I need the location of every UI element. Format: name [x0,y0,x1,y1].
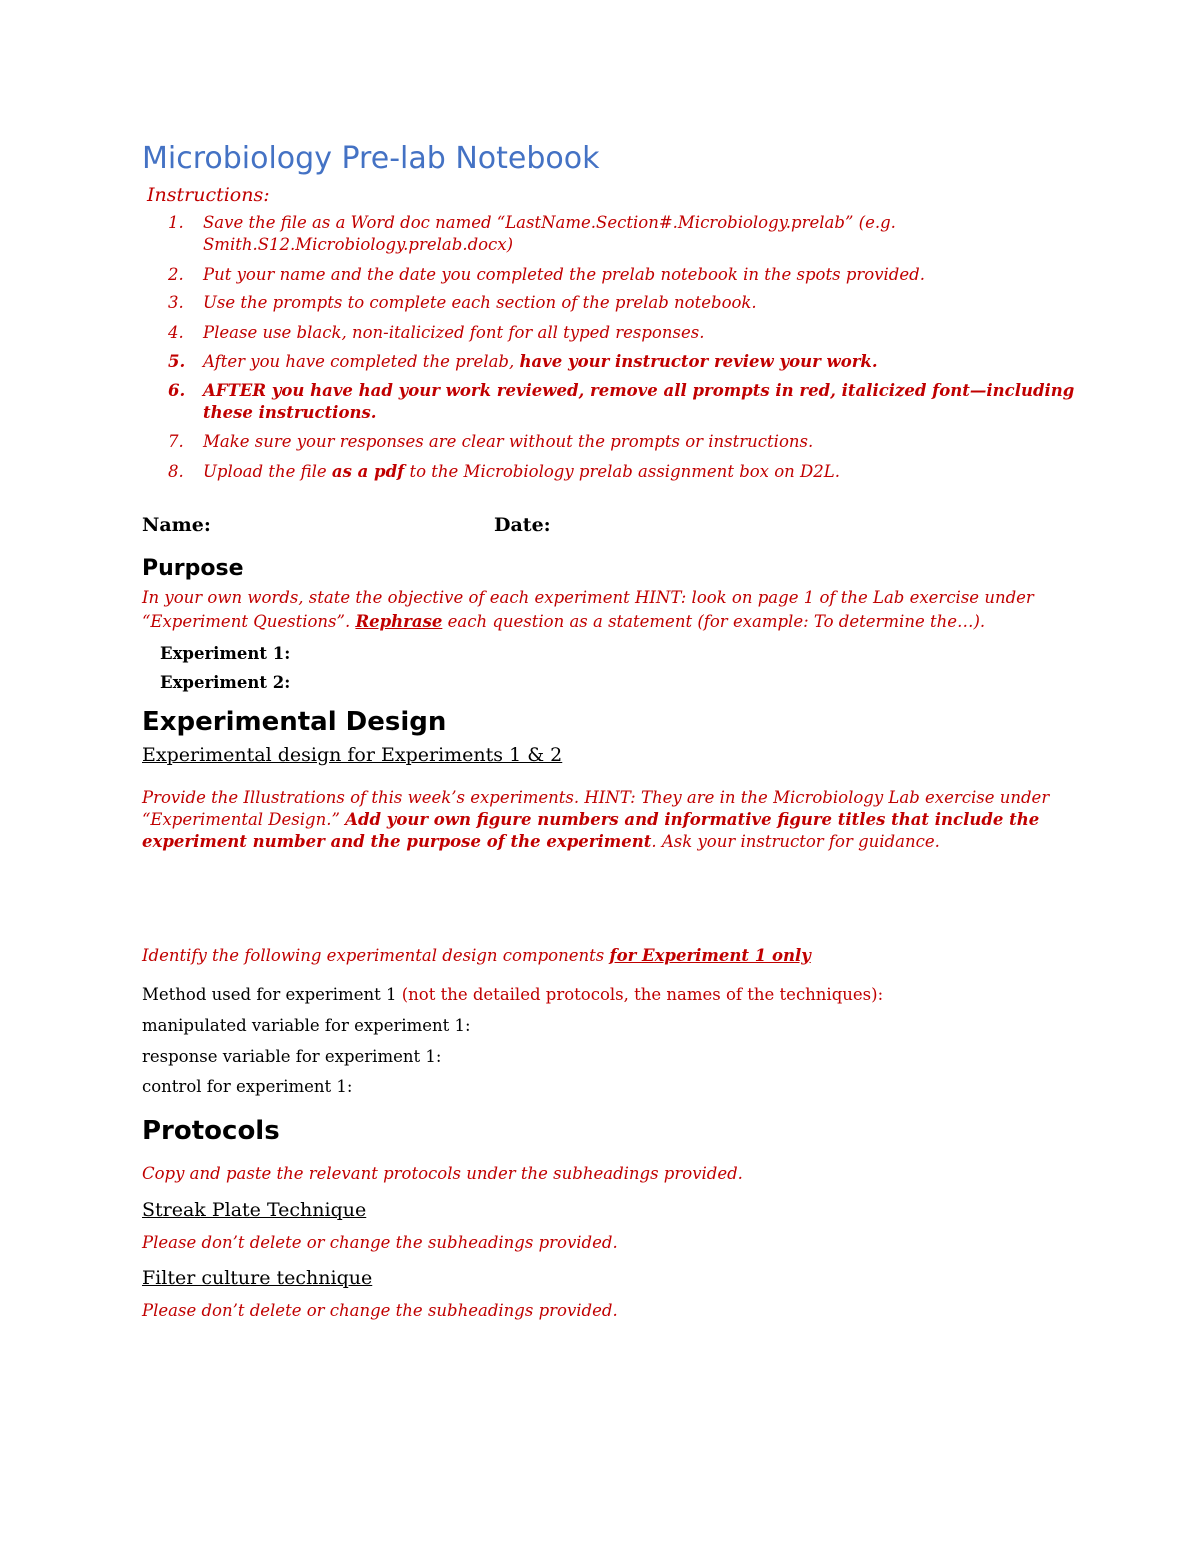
purpose-prompt-line: In your own words, state the objective of each experiment HINT: look on page 1 of the Lab exercise under [142,588,1034,607]
design-prompt-line: Provide the Illustrations of this week’s experiments. HINT: They are in the Microbiology Lab exercise under [142,788,1050,807]
instruction-text: Save the file as a Word doc named “LastName.Section#.Microbiology.prelab” (e.g. [203,213,896,232]
streak-plate-subheading: Streak Plate Technique [142,1199,367,1221]
instruction-text: Please use black, non-italicized font for all typed responses. [203,323,705,342]
instruction-text [203,352,878,371]
date-label: Date: [494,514,551,536]
response-variable-label: response variable for experiment 1: [142,1047,442,1066]
purpose-prompt-line [142,612,985,631]
instruction-text-part: Upload the file [203,462,332,481]
design-prompt-line [142,810,1039,829]
instruction-text-emphasis: have your instructor review your work. [519,352,878,371]
method-label: Method used for experiment 1 [142,985,402,1004]
purpose-prompt-part: each question as a statement (for example: To determine the…). [442,612,986,631]
design-prompt-emphasis: Add your own figure numbers and informative figure titles that include the [345,810,1040,829]
design-prompt-line [142,832,940,851]
identify-prompt [142,946,811,965]
purpose-heading: Purpose [142,556,244,581]
instruction-text: Put your name and the date you completed the prelab notebook in the spots provided. [203,265,925,284]
protocols-heading: Protocols [142,1116,280,1146]
identify-prompt-emphasis: for Experiment 1 only [609,946,811,965]
protocols-intro: Copy and paste the relevant protocols under the subheadings provided. [142,1164,743,1183]
identify-prompt-part: Identify the following experimental design components [142,946,610,965]
control-label: control for experiment 1: [142,1077,353,1096]
experiment-2-label: Experiment 2: [160,673,291,692]
instruction-number: 6. [168,381,186,400]
instruction-text-emphasis: as a pdf [331,462,405,481]
instruction-number: 3. [168,293,184,312]
method-hint: (not the detailed protocols, the names of the techniques): [401,985,884,1004]
purpose-prompt-part: “Experiment Questions”. [142,612,356,631]
instruction-text-part: to the Microbiology prelab assignment box on D2L. [404,462,840,481]
instruction-number: 4. [168,323,184,342]
design-heading: Experimental Design [142,707,447,737]
purpose-rephrase-emphasis: Rephrase [355,612,443,631]
design-prompt-emphasis: experiment number and the purpose of the experiment [142,832,652,851]
name-label: Name: [142,514,211,536]
instruction-text-part: After you have completed the prelab, [203,352,520,371]
experiment-1-label: Experiment 1: [160,644,291,663]
design-prompt-part: “Experimental Design.” [142,810,346,829]
instructions-heading: Instructions: [147,184,270,206]
document-title: Microbiology Pre-lab Notebook [142,141,600,176]
instruction-number: 8. [168,462,184,481]
streak-plate-note: Please don’t delete or change the subheadings provided. [142,1233,618,1252]
filter-culture-note: Please don’t delete or change the subheadings provided. [142,1301,618,1320]
instruction-text: Smith.S12.Microbiology.prelab.docx) [203,235,514,254]
instruction-text [203,462,840,481]
instruction-text: these instructions. [203,403,377,422]
method-line [142,985,883,1004]
instruction-number: 1. [168,213,184,232]
filter-culture-subheading: Filter culture technique [142,1267,373,1289]
manipulated-variable-label: manipulated variable for experiment 1: [142,1016,471,1035]
instruction-number: 2. [168,265,184,284]
design-subheading: Experimental design for Experiments 1 & 2 [142,744,563,766]
instruction-number: 7. [168,432,184,451]
instruction-text: AFTER you have had your work reviewed, remove all prompts in red, italicized font—including [203,381,1075,400]
instruction-number: 5. [168,352,186,371]
instruction-text: Make sure your responses are clear without the prompts or instructions. [203,432,814,451]
design-prompt-part: . Ask your instructor for guidance. [651,832,940,851]
instruction-text: Use the prompts to complete each section of the prelab notebook. [203,293,757,312]
